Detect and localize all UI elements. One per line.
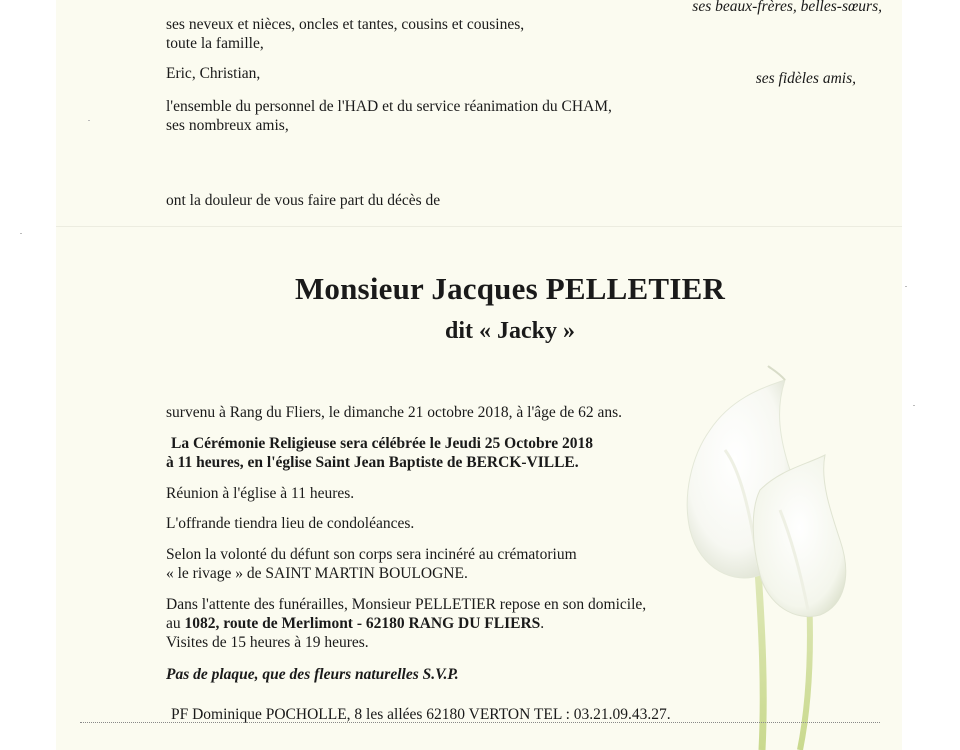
home-address: 1082, route de Merlimont - 62180 RANG DU FLIERS xyxy=(184,615,541,632)
paper-fold-line xyxy=(56,226,902,227)
scan-speck xyxy=(88,120,90,121)
calla-lily-image xyxy=(640,360,910,750)
deceased-nickname: dit « Jacky » xyxy=(444,318,575,344)
visiting-hours: Visites de 15 heures à 19 heures. xyxy=(166,634,369,651)
family-line-4: l'ensemble du personnel de l'HAD et du service réanimation du CHAM, xyxy=(166,98,612,115)
flowers-request: Pas de plaque, que des fleurs naturelles S.V.P. xyxy=(166,666,459,683)
ceremony-line-1: La Cérémonie Religieuse sera célébrée le Jeudi 25 Octobre 2018 xyxy=(171,435,593,452)
family-line-1: ses neveux et nièces, oncles et tantes, cousins et cousines, xyxy=(166,16,525,33)
rest-line-2-prefix: au xyxy=(166,615,185,632)
rest-line-1: Dans l'attente des funérailles, Monsieur PELLETIER repose en son domicile, xyxy=(166,596,647,613)
death-notice: survenu à Rang du Fliers, le dimanche 21 octobre 2018, à l'âge de 62 ans. xyxy=(166,404,623,421)
family-line-2: toute la famille, xyxy=(166,35,264,52)
cremation-line-2: « le rivage » de SAINT MARTIN BOULOGNE. xyxy=(166,565,468,582)
rest-line-2-suffix: . xyxy=(540,615,545,632)
ceremony-line-2: à 11 heures, en l'église Saint Jean Baptiste de BERCK-VILLE. xyxy=(166,454,579,471)
family-line-5: ses nombreux amis, xyxy=(166,117,289,134)
announcement-text: ont la douleur de vous faire part du décès de xyxy=(166,192,441,209)
deceased-name: Monsieur Jacques PELLETIER xyxy=(294,271,726,306)
scan-speck xyxy=(913,405,915,406)
family-right-line-1: ses beaux-frères, belles-sœurs, xyxy=(692,0,882,15)
rest-line-2 xyxy=(166,614,544,633)
family-line-3: Eric, Christian, xyxy=(166,65,261,82)
offering-note: L'offrande tiendra lieu de condoléances. xyxy=(166,515,415,532)
cremation-line-1: Selon la volonté du défunt son corps sera incinéré au crématorium xyxy=(166,546,577,563)
church-meeting: Réunion à l'église à 11 heures. xyxy=(166,485,355,502)
family-right-line-2: ses fidèles amis, xyxy=(755,70,856,87)
funeral-home-footer: PF Dominique POCHOLLE, 8 les allées 62180 VERTON TEL : 03.21.09.43.27. xyxy=(171,706,671,723)
scan-speck xyxy=(20,233,22,234)
